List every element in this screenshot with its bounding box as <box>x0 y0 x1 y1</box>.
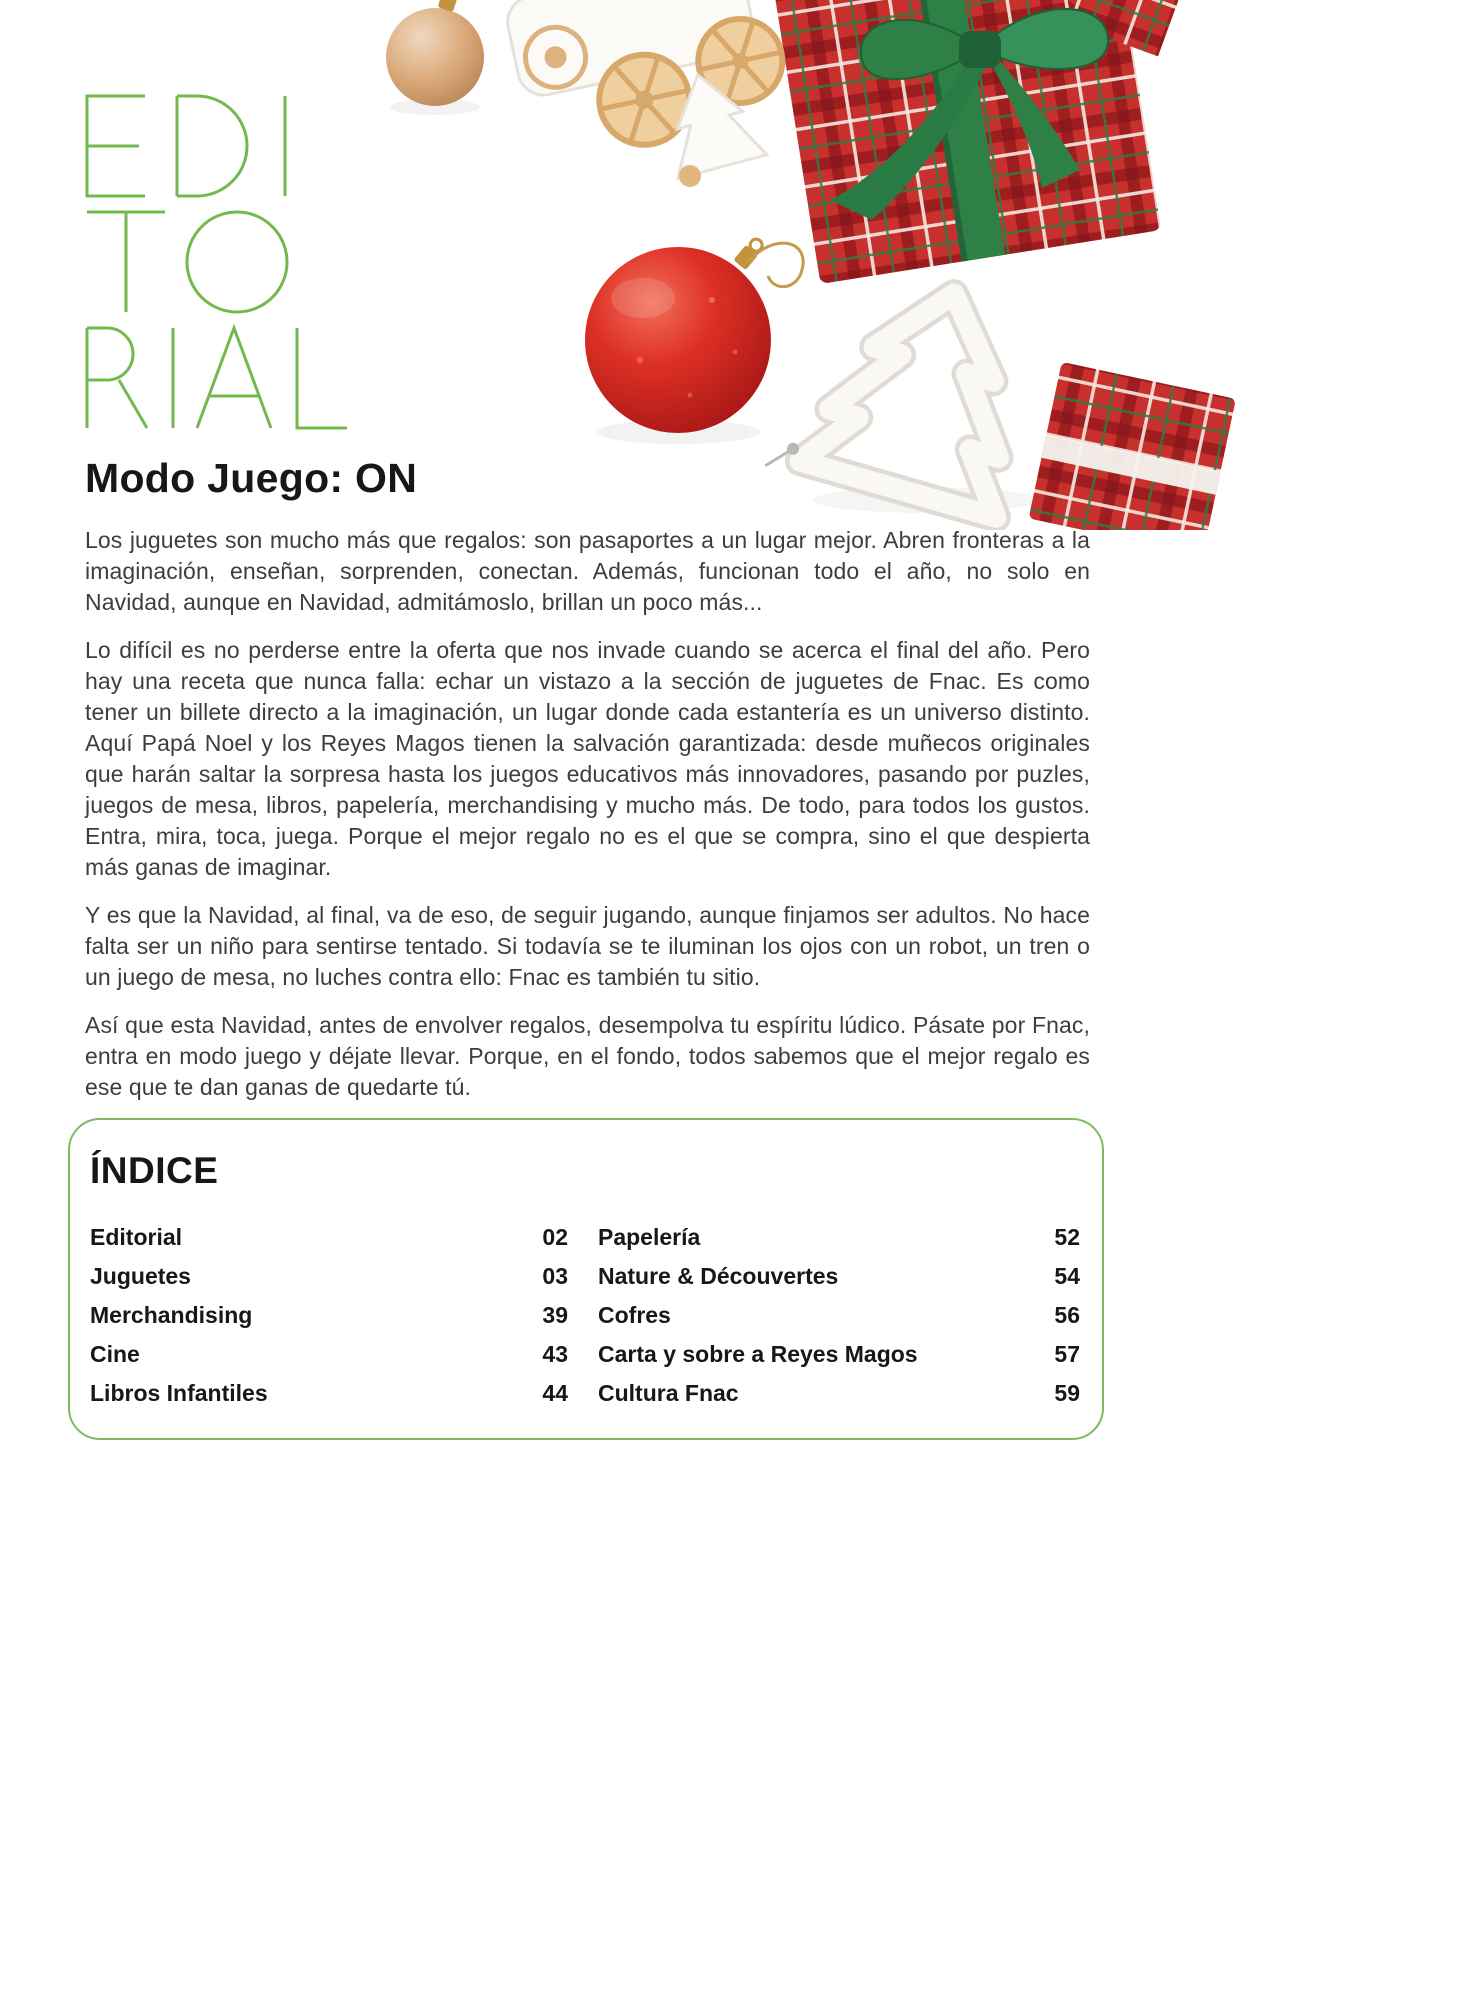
masthead-line-1 <box>87 96 285 196</box>
index-entry-label: Cine <box>90 1341 140 1367</box>
masthead-line-2 <box>87 212 287 312</box>
index-entry-label: Juguetes <box>90 1263 191 1289</box>
editorial-paragraph-4: Así que esta Navidad, antes de envolver regalos, desempolva tu espíritu lúdico. Pásate por Fnac, entra en modo juego y déjate llevar. Porque, en el fondo, todos sabemos que el mejor regalo es ese que te dan ganas de quedarte tú. <box>85 1012 1090 1100</box>
index-entry-page: 44 <box>542 1380 568 1406</box>
index-entry-label: Editorial <box>90 1224 183 1250</box>
index-entry-page: 57 <box>1054 1341 1080 1367</box>
index-entry-page: 56 <box>1054 1302 1080 1328</box>
index-entry-page: 43 <box>542 1341 568 1367</box>
index-entry-page: 52 <box>1054 1224 1080 1250</box>
index-row-merchandising[interactable] <box>90 1302 568 1329</box>
masthead-letters <box>85 94 355 434</box>
index-row-nature-decouvertes[interactable] <box>598 1263 1080 1290</box>
index-entry-page: 39 <box>542 1302 568 1328</box>
index-row-juguetes[interactable] <box>90 1263 568 1290</box>
index-column-right <box>598 1224 1080 1407</box>
index-entry-label: Carta y sobre a Reyes Magos <box>598 1341 918 1367</box>
editorial-title: Modo Juego: ON <box>85 455 418 501</box>
red-bauble <box>585 235 803 433</box>
index-row-carta-reyes-magos[interactable] <box>598 1341 1080 1368</box>
christmas-photo <box>340 0 1473 530</box>
index-row-cofres[interactable] <box>598 1302 1080 1329</box>
masthead-editorial-wordmark <box>85 94 355 434</box>
gold-bauble <box>386 0 484 106</box>
editorial-content <box>85 455 1090 1120</box>
gold-cord <box>748 243 803 287</box>
index-entry-label: Merchandising <box>90 1302 253 1328</box>
index-row-papeleria[interactable] <box>598 1224 1080 1251</box>
christmas-photo-illustration <box>340 0 1473 530</box>
index-row-libros-infantiles[interactable] <box>90 1380 568 1407</box>
index-box <box>68 1118 1104 1440</box>
index-entry-label: Nature & Découvertes <box>598 1263 839 1289</box>
index-entry-page: 59 <box>1054 1380 1080 1406</box>
index-columns <box>90 1224 1080 1407</box>
index-entry-label: Papelería <box>598 1224 701 1250</box>
index-column-left <box>90 1224 568 1407</box>
index-entry-page: 54 <box>1054 1263 1080 1289</box>
index-row-cine[interactable] <box>90 1341 568 1368</box>
editorial-paragraph-1: Los juguetes son mucho más que regalos: son pasaportes a un lugar mejor. Abren fronteras a la imaginación, enseñan, sorprenden, conectan. Además, funcionan todo el año, no solo en Navidad, aunque en Navidad, admitámoslo, brillan un poco más... <box>85 527 1090 615</box>
index-row-editorial[interactable] <box>90 1224 568 1251</box>
index-entry-label: Libros Infantiles <box>90 1380 268 1406</box>
index-title: ÍNDICE <box>90 1150 219 1191</box>
index-entry-label: Cofres <box>598 1302 671 1328</box>
editorial-paragraph-2: Lo difícil es no perderse entre la oferta que nos invade cuando se acerca el final del año. Pero hay una receta que nunca falla: echar un vistazo a la sección de juguetes de Fnac. Es como tener un billete directo a la imaginación, un lugar donde cada estantería es un universo distinto. Aquí Papá Noel y los Reyes Magos tienen la salvación garantizada: desde muñecos originales que harán saltar la sorpresa hasta los juegos educativos más innovadores, pasando por puzles, juegos de mesa, libros, papelería, merchandising y mucho más. De todo, para todos los gustos. Entra, mira, toca, juega. Porque el mejor regalo no es el que se compra, sino el que despierta más ganas de imaginar. <box>85 637 1090 880</box>
index-entry-page: 02 <box>542 1224 568 1250</box>
masthead-line-3 <box>87 328 347 428</box>
wooden-bead <box>679 165 701 187</box>
index-entry-page: 03 <box>542 1263 568 1289</box>
editorial-paragraph-3: Y es que la Navidad, al final, va de eso, de seguir jugando, aunque finjamos ser adultos. No hace falta ser un niño para sentirse tentado. Si todavía se te iluminan los ojos con un robot, un tren o un juego de mesa, no luches contra ello: Fnac es también tu sitio. <box>85 902 1090 990</box>
index-row-cultura-fnac[interactable] <box>598 1380 1080 1407</box>
index-entry-label: Cultura Fnac <box>598 1380 739 1406</box>
